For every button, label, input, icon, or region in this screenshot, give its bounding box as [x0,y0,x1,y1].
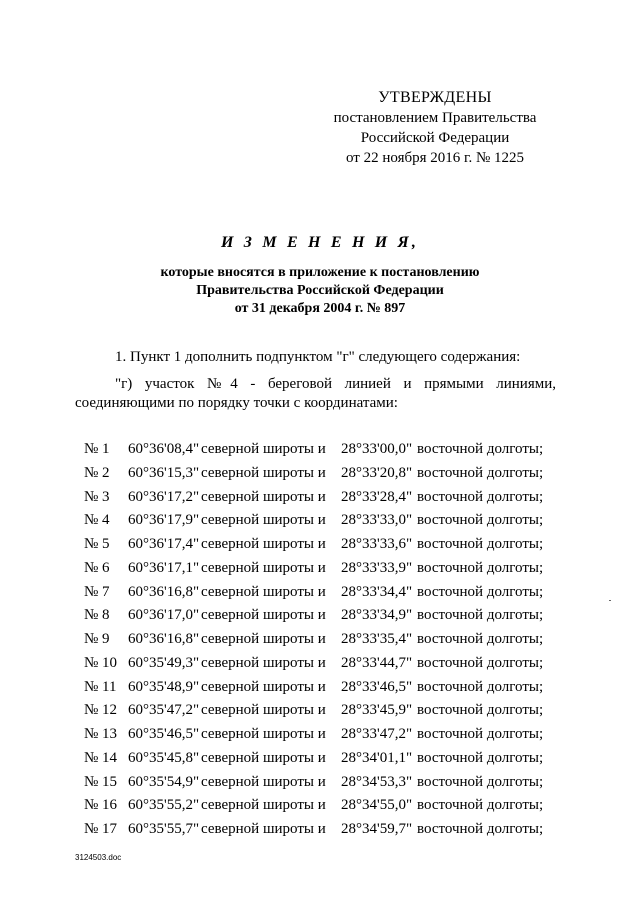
latitude-label: северной широты и [201,464,326,481]
point-number: № 13 [84,726,118,742]
latitude-value: 60°35'46,5" [128,726,200,742]
longitude-value: 28°34'55,0" [341,797,413,814]
longitude-value: 28°33'20,8" [341,464,413,481]
longitude-label: восточной долготы; [417,488,544,505]
latitude-value: 60°35'45,8" [128,749,200,766]
approval-block [330,88,540,168]
coordinate-row [0,533,640,557]
latitude-value: 60°36'17,1" [128,559,200,576]
document-subtitle-2: Правительства Российской Федерации [196,283,444,298]
latitude-value: 60°36'17,4" [128,536,200,552]
latitude-value: 60°36'15,3" [128,464,200,481]
longitude-label: восточной долготы; [417,797,544,814]
document-subtitle-1: которые вносятся в приложение к постановлению [160,265,480,280]
latitude-label: северной широты и [201,749,326,766]
coordinate-row [0,676,640,700]
coordinate-row [0,818,640,842]
approval-title: УТВЕРЖДЕНЫ [378,89,492,106]
latitude-label: северной широты и [201,773,326,790]
coordinate-row [0,771,640,795]
latitude-label: северной широты и [201,559,326,576]
point-number: № 15 [84,773,118,790]
point-number: № 12 [84,702,118,719]
latitude-value: 60°35'49,3" [128,654,200,671]
longitude-value: 28°33'35,4" [341,631,413,647]
latitude-value: 60°36'16,8" [128,631,200,647]
coordinate-row [0,581,640,605]
longitude-label: восточной долготы; [417,678,544,695]
longitude-value: 28°33'33,9" [341,559,413,576]
latitude-label: северной широты и [201,607,326,624]
latitude-value: 60°36'17,0" [128,607,200,624]
longitude-label: восточной долготы; [417,749,544,766]
latitude-label: северной широты и [201,512,326,529]
longitude-label: восточной долготы; [417,536,544,552]
coordinate-row [0,723,640,747]
latitude-value: 60°35'55,7" [128,821,200,837]
point-number: № 1 [84,441,110,457]
latitude-label: северной широты и [201,702,326,719]
latitude-label: северной широты и [201,536,326,552]
longitude-value: 28°33'47,2" [341,726,413,742]
coordinate-row [0,628,640,652]
longitude-value: 28°34'53,3" [341,773,413,790]
longitude-value: 28°33'44,7" [341,654,413,671]
coordinate-row [0,652,640,676]
latitude-label: северной широты и [201,726,326,742]
coordinate-row [0,794,640,818]
latitude-label: северной широты и [201,488,326,505]
longitude-value: 28°33'00,0" [341,441,413,457]
longitude-value: 28°33'28,4" [341,488,413,505]
point-number: № 5 [84,536,110,552]
longitude-value: 28°33'33,0" [341,512,413,529]
longitude-label: восточной долготы; [417,559,544,576]
point-number: № 11 [84,678,117,695]
document-heading [0,232,640,318]
document-title: И З М Е Н Е Н И Я, [220,234,420,251]
coordinate-row [0,486,640,510]
longitude-value: 28°34'01,1" [341,749,413,766]
coordinate-row [0,438,640,462]
coordinate-row [0,604,640,628]
point-number: № 10 [84,654,118,671]
longitude-label: восточной долготы; [417,441,544,457]
longitude-label: восточной долготы; [417,702,544,719]
longitude-label: восточной долготы; [417,464,544,481]
longitude-value: 28°34'59,7" [341,821,413,837]
coordinate-row [0,747,640,771]
latitude-label: северной широты и [201,821,326,837]
coordinate-row [0,462,640,486]
longitude-label: восточной долготы; [417,583,544,600]
point-number: № 2 [84,464,110,481]
longitude-value: 28°33'34,4" [341,583,413,600]
point-number: № 14 [84,749,118,766]
point-number: № 8 [84,607,110,624]
latitude-value: 60°36'17,2" [128,488,200,505]
document-subtitle-3: от 31 декабря 2004 г. № 897 [234,301,406,316]
point-number: № 6 [84,559,110,576]
longitude-label: восточной долготы; [417,726,544,742]
latitude-label: северной широты и [201,631,326,647]
point-number: № 9 [84,631,110,647]
longitude-label: восточной долготы; [417,607,544,624]
latitude-value: 60°36'16,8" [128,583,200,600]
coordinate-row [0,509,640,533]
approval-line-4: от 22 ноября 2016 г. № 1225 [345,150,525,166]
coordinates-list [0,438,640,842]
point-number: № 17 [84,821,118,837]
latitude-value: 60°35'48,9" [128,678,200,695]
longitude-label: восточной долготы; [417,512,544,529]
latitude-value: 60°36'17,9" [128,512,200,529]
latitude-value: 60°35'54,9" [128,773,200,790]
approval-line-2: постановлением Правительства [333,110,537,126]
latitude-label: северной широты и [201,441,326,457]
latitude-label: северной широты и [201,654,326,671]
point-number: № 4 [84,512,110,529]
longitude-value: 28°33'34,9" [341,607,413,624]
latitude-value: 60°36'08,4" [128,441,200,457]
longitude-value: 28°33'33,6" [341,536,413,552]
paragraph-2: "г) участок №4 - береговой линией и прямыми линиями, соединяющими по порядку точки с координатами: [75,376,556,411]
latitude-label: северной широты и [201,583,326,600]
latitude-value: 60°35'55,2" [128,797,200,814]
approval-line-3: Российской Федерации [360,130,510,146]
footer-filename: 3124503.doc [75,853,122,862]
paragraph-1: 1. Пункт 1 дополнить подпунктом "г" следующего содержания: [115,349,521,365]
coordinate-row [0,557,640,581]
point-number: № 16 [84,797,118,814]
point-number: № 7 [84,583,110,600]
longitude-value: 28°33'46,5" [341,678,413,695]
longitude-label: восточной долготы; [417,654,544,671]
longitude-label: восточной долготы; [417,773,544,790]
latitude-label: северной широты и [201,797,326,814]
latitude-value: 60°35'47,2" [128,702,200,719]
latitude-label: северной широты и [201,678,326,695]
longitude-label: восточной долготы; [417,821,544,837]
longitude-value: 28°33'45,9" [341,702,413,719]
point-number: № 3 [84,488,110,505]
longitude-label: восточной долготы; [417,631,544,647]
coordinate-row [0,699,640,723]
scan-speck [609,600,611,601]
